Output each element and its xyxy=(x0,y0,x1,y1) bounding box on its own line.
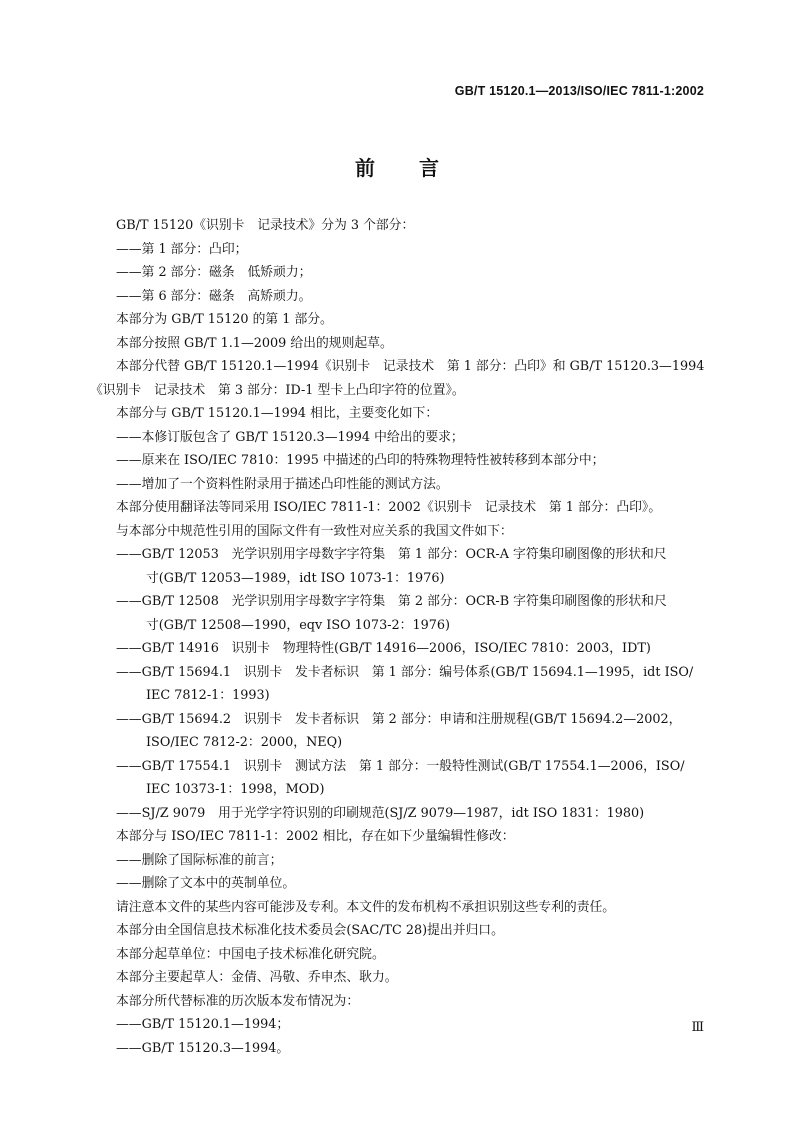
paragraph: 本部分与 ISO/IEC 7811-1：2002 相比，存在如下少量编辑性修改： xyxy=(116,829,515,844)
list-item: ——GB/T 15120.3—1994。 xyxy=(116,1040,290,1056)
paragraph: 本部分按照 GB/T 1.1—2009 给出的规则起草。 xyxy=(116,335,393,351)
page-title: 前言 xyxy=(355,156,483,180)
list-item: ——第 1 部分：凸印； xyxy=(116,241,248,257)
paragraph: 本部分使用翻译法等同采用 ISO/IEC 7811-1：2002《识别卡 记录技术 第 1 部分：凸印》。 xyxy=(116,500,662,515)
list-item-continuation: IEC 10373-1：1998，MOD) xyxy=(146,782,325,797)
paragraph: 本部分所代替标准的历次版本发布情况为： xyxy=(116,993,360,1009)
paragraph: 请注意本文件的某些内容可能涉及专利。本文件的发布机构不承担识别这些专利的责任。 xyxy=(116,899,616,915)
paragraph: 本部分由全国信息技术标准化技术委员会(SAC/TC 28)提出并归口。 xyxy=(116,923,504,938)
list-item: ——第 2 部分：磁条 低矫顽力； xyxy=(116,265,312,280)
list-item: ——第 6 部分：磁条 高矫顽力。 xyxy=(116,288,312,304)
list-item: ——GB/T 15694.1 识别卡 发卡者标识 第 1 部分：编号体系(GB/T 15694.1—1995，idt ISO/ xyxy=(116,664,694,680)
paragraph: 本部分代替 GB/T 15120.1—1994《识别卡 记录技术 第 1 部分：凸印》和 GB/T 15120.3—1994 xyxy=(116,359,705,374)
list-item: ——GB/T 12053 光学识别用字母数字字符集 第 1 部分：OCR-A 字符集印刷图像的形状和尺 xyxy=(116,547,667,562)
list-item-continuation: IEC 7812-1：1993) xyxy=(146,688,270,703)
list-item-continuation: 寸(GB/T 12508—1990，eqv ISO 1073-2：1976) xyxy=(146,617,451,633)
list-item: ——原来在 ISO/IEC 7810：1995 中描述的凸印的特殊物理特性被转移到本部分中； xyxy=(116,453,605,468)
list-item-continuation: ISO/IEC 7812-2：2000，NEQ) xyxy=(146,735,343,750)
paragraph: 本部分起草单位：中国电子技术标准化研究院。 xyxy=(116,946,385,962)
list-item: ——GB/T 17554.1 识别卡 测试方法 第 1 部分：一般特性测试(GB/T 17554.1—2006，ISO/ xyxy=(116,758,685,774)
list-item: ——增加了一个资料性附录用于描述凸印性能的测试方法。 xyxy=(116,476,449,492)
paragraph: GB/T 15120《识别卡 记录技术》分为 3 个部分： xyxy=(116,218,415,233)
list-item: ——SJ/Z 9079 用于光学字符识别的印刷规范(SJ/Z 9079—1987，idt ISO 1831：1980) xyxy=(116,805,645,821)
paragraph: 本部分为 GB/T 15120 的第 1 部分。 xyxy=(116,312,333,327)
list-item: ——GB/T 15120.1—1994； xyxy=(116,1017,290,1032)
list-item: ——删除了文本中的英制单位。 xyxy=(116,876,296,891)
list-item: ——GB/T 15694.2 识别卡 发卡者标识 第 2 部分：申请和注册规程(GB/T 15694.2—2002， xyxy=(116,711,682,727)
list-item: ——本修订版包含了 GB/T 15120.3—1994 中给出的要求； xyxy=(116,429,464,445)
page-number: Ⅲ xyxy=(691,1020,704,1035)
list-item-continuation: 寸(GB/T 12053—1989，idt ISO 1073-1：1976) xyxy=(146,570,445,586)
standard-code-header: GB/T 15120.1—2013/ISO/IEC 7811-1:2002 xyxy=(454,84,704,98)
paragraph-continuation: 《识别卡 记录技术 第 3 部分：ID-1 型卡上凸印字符的位置》。 xyxy=(90,382,465,398)
list-item: ——GB/T 14916 识别卡 物理特性(GB/T 14916—2006，ISO/IEC 7810：2003，IDT) xyxy=(116,641,651,656)
paragraph: 本部分与 GB/T 15120.1—1994 相比，主要变化如下： xyxy=(116,406,439,421)
paragraph: 与本部分中规范性引用的国际文件有一致性对应关系的我国文件如下： xyxy=(116,523,513,539)
list-item: ——删除了国际标准的前言； xyxy=(116,852,283,868)
list-item: ——GB/T 12508 光学识别用字母数字字符集 第 2 部分：OCR-B 字符集印刷图像的形状和尺 xyxy=(116,594,667,609)
document-body xyxy=(90,214,706,1060)
paragraph: 本部分主要起草人：金倩、冯敬、乔申杰、耿力。 xyxy=(116,970,398,985)
